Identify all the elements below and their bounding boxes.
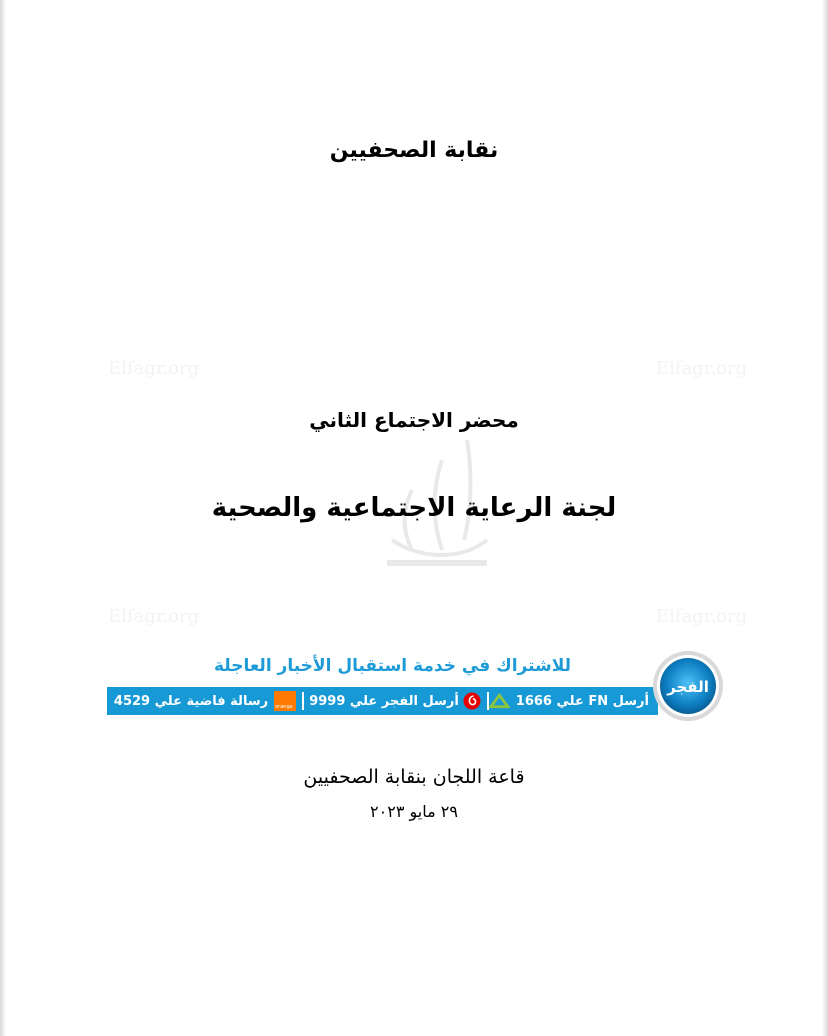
vodafone-logo-icon: [463, 692, 481, 710]
elfagr-logo-icon: [652, 650, 724, 722]
committee-title: لجنة الرعاية الاجتماعية والصحية: [211, 493, 617, 523]
etisalat-logo-icon: [489, 693, 510, 709]
watermark-text: Elfagr.org: [656, 606, 748, 627]
venue-text: قاعة اللجان بنقابة الصحفيين: [303, 766, 525, 788]
orange-logo-icon: orange: [274, 691, 296, 711]
etisalat-text: أرسل FN علي 1666: [515, 693, 649, 709]
banner-separator: [302, 692, 304, 710]
elfagr-logo-text: الفجر: [667, 678, 709, 696]
meeting-title: محضر الاجتماع الثاني: [309, 408, 519, 432]
header-title: نقابة الصحفيين: [329, 138, 499, 163]
banner-orange-segment: [111, 687, 299, 715]
banner-etisalat-segment: [489, 687, 649, 715]
banner-vodafone-segment: [305, 687, 485, 715]
vodafone-text: أرسل الفجر علي 9999: [309, 693, 459, 709]
orange-text: رسالة فاضية علي 4529: [113, 693, 269, 709]
watermark-text: Elfagr.org: [656, 358, 748, 379]
banner-headline: للاشتراك في خدمة استقبال الأخبار العاجلة: [213, 656, 572, 676]
watermark-text: Elfagr.org: [108, 606, 200, 627]
date-text: ٢٩ مايو ٢٠٢٣: [370, 802, 458, 821]
watermark-text: Elfagr.org: [108, 358, 200, 379]
banner-separator: [487, 692, 489, 710]
sms-banner[interactable]: [107, 687, 658, 715]
